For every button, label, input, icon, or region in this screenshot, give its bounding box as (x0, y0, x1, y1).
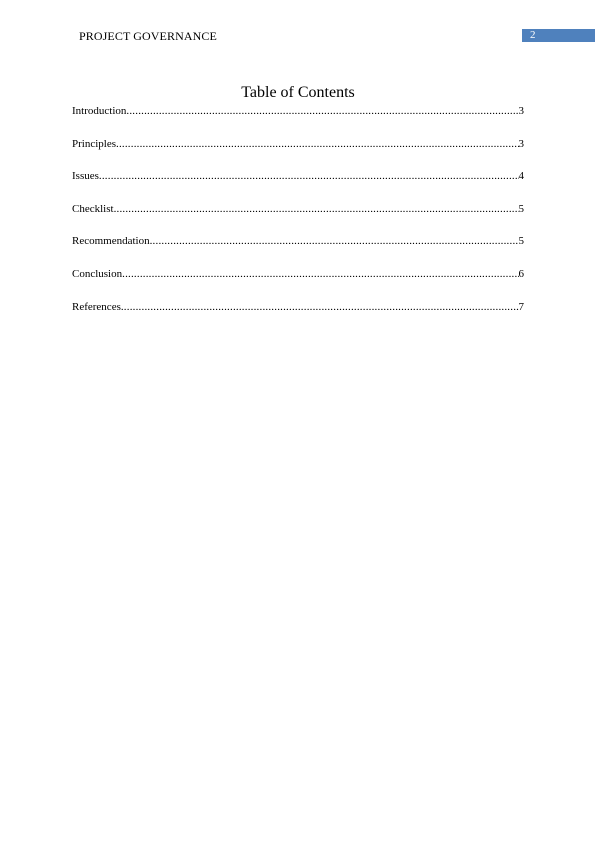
toc-entry-principles[interactable] (72, 137, 524, 170)
page-number: 2 (530, 29, 536, 41)
toc-entry-conclusion[interactable] (72, 267, 524, 300)
page-number-badge (522, 29, 595, 42)
toc-entry-recommendation[interactable] (72, 234, 524, 267)
toc-entry-checklist[interactable] (72, 202, 524, 235)
table-of-contents (72, 104, 524, 332)
toc-entry-label: References (72, 300, 121, 313)
toc-entry-page: 6 (518, 267, 524, 280)
dot-leader (99, 169, 519, 183)
toc-entry-label: Conclusion (72, 267, 123, 280)
toc-entry-label: Issues (72, 170, 99, 183)
toc-entry-label: Principles (72, 137, 116, 150)
toc-entry-page: 7 (518, 300, 524, 313)
toc-entry-page: 3 (518, 105, 524, 117)
toc-entry-references[interactable] (72, 300, 524, 333)
dot-leader (122, 267, 518, 281)
running-header-title: PROJECT GOVERNANCE (79, 29, 217, 43)
toc-entry-label: Checklist (72, 202, 114, 215)
toc-entry-label: Introduction (72, 105, 127, 117)
toc-entry-label: Recommendation (72, 235, 150, 248)
dot-leader (150, 234, 519, 248)
toc-entry-issues[interactable] (72, 169, 524, 202)
dot-leader (114, 202, 519, 216)
dot-leader (126, 104, 518, 118)
dot-leader (116, 137, 519, 151)
toc-entry-page: 5 (518, 235, 524, 248)
toc-entry-page: 3 (518, 137, 524, 150)
dot-leader (121, 300, 519, 314)
toc-entry-page: 5 (518, 202, 524, 215)
toc-entry-page: 4 (518, 170, 524, 183)
toc-entry-introduction[interactable] (72, 104, 524, 137)
toc-heading: Table of Contents (241, 84, 355, 101)
